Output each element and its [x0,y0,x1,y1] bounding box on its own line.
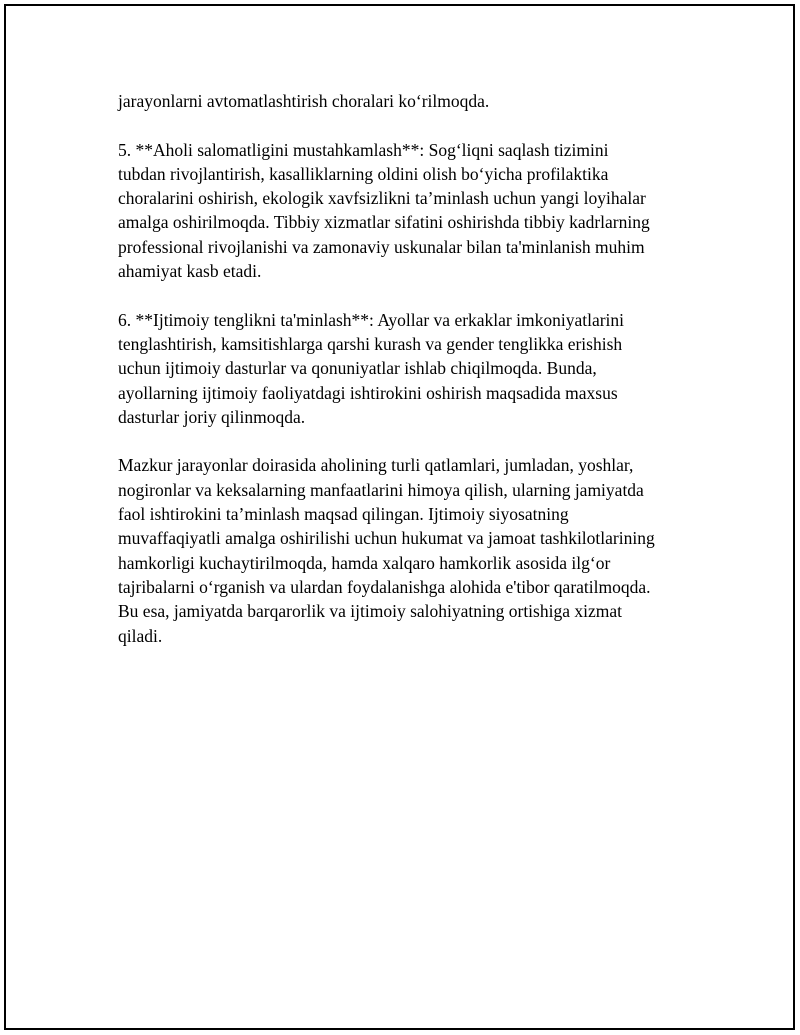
paragraph-conclusion: Mazkur jarayonlar doirasida aholining turli qatlamlari, jumladan, yoshlar, nogironlar va keksalarning manfaatlarini himoya qilish, ularning jamiyatda faol ishtirokini ta’minlash maqsad qilingan. Ijtimoiy siyosatning muvaffaqiyatli amalga oshirilishi uchun hukumat va jamoat tashkilotlarining hamkorligi kuchaytirilmoqda, hamda xalqaro hamkorlik asosida ilg‘or tajribalarni o‘rganish va ulardan foydalanishga alohida e'tibor qaratilmoqda. Bu esa, jamiyatda barqarorlik va ijtimoiy salohiyatning ortishiga xizmat qiladi. [118,455,655,646]
paragraph-item-6: 6. **Ijtimoiy tenglikni ta'minlash**: Ayollar va erkaklar imkoniyatlarini tenglashtirish, kamsitishlarga qarshi kurash va gender tenglikka erishish uchun ijtimoiy dasturlar va qonuniyatlar ishlab chiqilmoqda. Bunda, ayollarning ijtimoiy faoliyatdagi ishtirokini oshirish maqsadida maxsus dasturlar joriy qilinmoqda. [118,309,625,427]
paragraph-item-5: 5. **Aholi salomatligini mustahkamlash**: Sog‘liqni saqlash tizimini tubdan rivojlantirish, kasalliklarning oldini olish bo‘yicha profilaktika choralarini oshirish, ekologik xavfsizlikni ta’minlash uchun yangi loyihalar amalga oshirilmoqda. Tibbiy xizmatlar sifatini oshirishda tibbiy kadrlarning professional rivojlanishi va zamonaviy uskunalar bilan ta'minlanish muhim ahamiyat kasb etadi. [118,139,650,282]
paragraph-continuation: jarayonlarni avtomatlashtirish choralari ko‘rilmoqda. [118,91,490,111]
document-body [118,89,693,672]
